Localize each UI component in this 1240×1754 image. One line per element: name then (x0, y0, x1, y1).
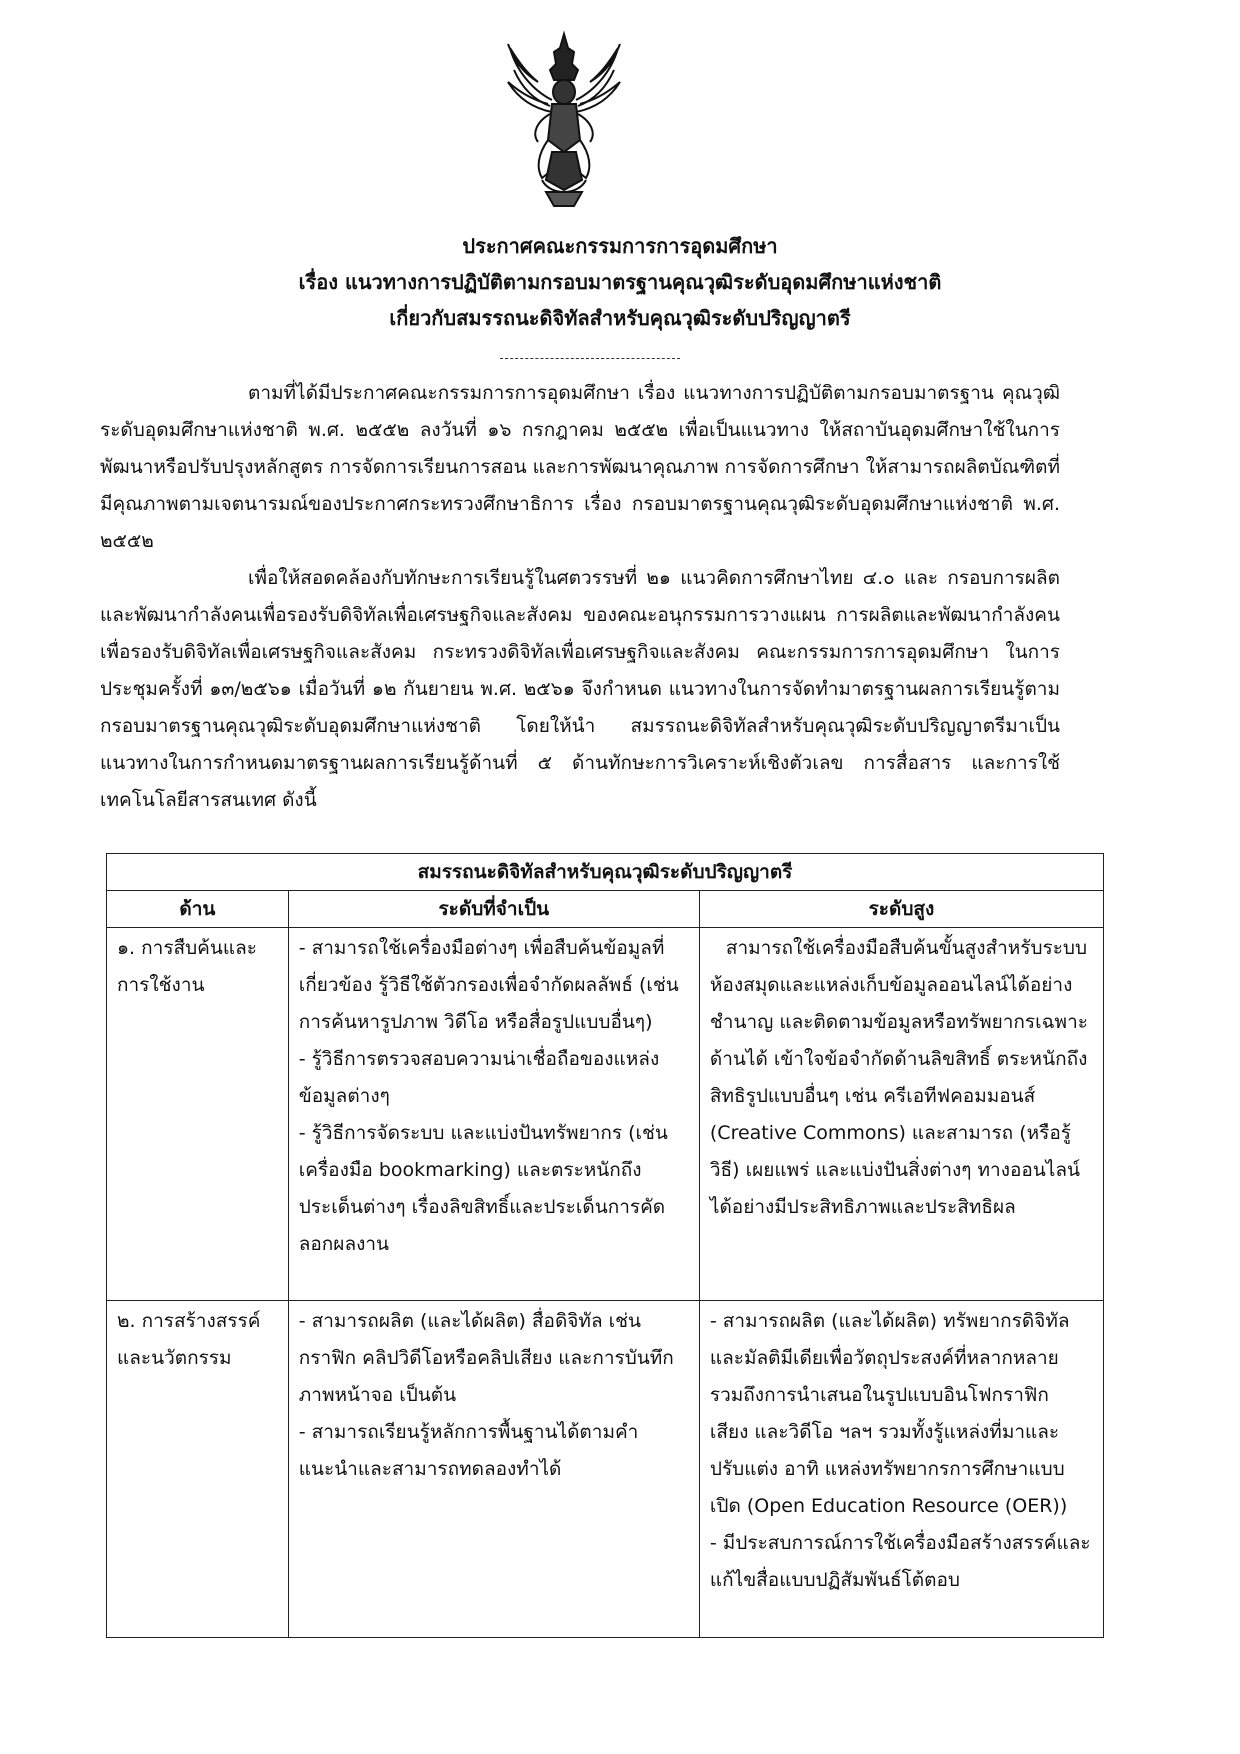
column-header-area: ด้าน (107, 891, 289, 928)
required-item: - สามารถผลิต (และได้ผลิต) สื่อดิจิทัล เช่น กราฟิก คลิปวิดีโอหรือคลิปเสียง และการบันทึกภาพหน้าจอ เป็นต้น (298, 1310, 674, 1406)
required-item: - สามารถใช้เครื่องมือต่างๆ เพื่อสืบค้นข้อมูลที่เกี่ยวข้อง รู้วิธีใช้ตัวกรองเพื่อจำกัดผลลัพธ์ (เช่น การค้นหารูปภาพ วิดีโอ หรือสื่อรูปแบบอื่นๆ) (298, 937, 679, 1033)
announcement-title: ประกาศคณะกรรมการการอุดมศึกษา (462, 234, 778, 258)
column-header-required-level: ระดับที่จำเป็น (288, 891, 699, 928)
advanced-item: - สามารถผลิต (และได้ผลิต) ทรัพยากรดิจิทัลและมัลติมีเดียเพื่อวัตถุประสงค์ที่หลากหลาย รวมถึงการนำเสนอในรูปแบบอินโฟกราฟิก เสียง และวิดีโอ ฯลฯ รวมทั้งรู้แหล่งที่มาและปรับแต่ง อาทิ แหล่งทรัพยากรการศึกษาแบบเปิด (Open Education Resource (OER)) (709, 1310, 1070, 1517)
required-item: - สามารถเรียนรู้หลักการพื้นฐานได้ตามคำแนะนำและสามารถทดลองทำได้ (298, 1421, 639, 1480)
advanced-level-cell (699, 1301, 1103, 1638)
announcement-subject-continued: เกี่ยวกับสมรรถนะดิจิทัลสำหรับคุณวุฒิระดับปริญญาตรี (389, 306, 851, 330)
table-row (107, 1301, 1104, 1638)
area-cell: ๑. การสืบค้นและการใช้งาน (107, 928, 289, 1301)
digital-competency-table (106, 853, 1104, 1638)
area-cell: ๒. การสร้างสรรค์และนวัตกรรม (107, 1301, 289, 1638)
body-paragraph-1: ตามที่ได้มีประกาศคณะกรรมการการอุดมศึกษา เรื่อง แนวทางการปฏิบัติตามกรอบมาตรฐาน คุณวุฒิระดับอุดมศึกษาแห่งชาติ พ.ศ. ๒๕๕๒ ลงวันที่ ๑๖ กรกฎาคม ๒๕๕๒ เพื่อเป็นแนวทาง ให้สถาบันอุดมศึกษาใช้ในการพัฒนาหรือปรับปรุงหลักสูตร การจัดการเรียนการสอน และการพัฒนาคุณภาพ การจัดการศึกษา ให้สามารถผลิตบัณฑิตที่มีคุณภาพตามเจตนารมณ์ของประกาศกระทรวงศึกษาธิการ เรื่อง กรอบมาตรฐานคุณวุฒิระดับอุดมศึกษาแห่งชาติ พ.ศ. ๒๕๕๒ (100, 382, 1061, 552)
announcement-subject: เรื่อง แนวทางการปฏิบัติตามกรอบมาตรฐานคุณวุฒิระดับอุดมศึกษาแห่งชาติ (298, 270, 942, 294)
required-item: - รู้วิธีการตรวจสอบความน่าเชื่อถือของแหล่งข้อมูลต่างๆ (298, 1048, 660, 1107)
table-row (107, 928, 1104, 1301)
required-level-cell (288, 928, 699, 1301)
advanced-item: สามารถใช้เครื่องมือสืบค้นขั้นสูงสำหรับระบบห้องสมุดและแหล่งเก็บข้อมูลออนไลน์ได้อย่างชำนาญ และติดตามข้อมูลหรือทรัพยากรเฉพาะด้านได้ เข้าใจข้อจำกัดด้านลิขสิทธิ์ ตระหนักถึงสิทธิรูปแบบอื่นๆ เช่น ครีเอทีฟคอมมอนส์ (Creative Commons) และสามารถ (หรือรู้วิธี) เผยแพร่ และแบ่งปันสิ่งต่างๆ ทางออนไลน์ได้อย่างมีประสิทธิภาพและประสิทธิผล (709, 937, 1088, 1218)
required-level-cell (288, 1301, 699, 1638)
advanced-level-cell (699, 928, 1103, 1301)
table-caption: สมรรถนะดิจิทัลสำหรับคุณวุฒิระดับปริญญาตรี (107, 854, 1104, 891)
column-header-advanced-level: ระดับสูง (699, 891, 1103, 928)
required-item: - รู้วิธีการจัดระบบ และแบ่งปันทรัพยากร (เช่น เครื่องมือ bookmarking) และตระหนักถึงประเด็นต่างๆ เรื่องลิขสิทธิ์และประเด็นการคัดลอกผลงาน (298, 1122, 668, 1255)
garuda-emblem-icon (502, 30, 627, 215)
title-separator (500, 358, 680, 359)
body-paragraph-2: เพื่อให้สอดคล้องกับทักษะการเรียนรู้ในศตวรรษที่ ๒๑ แนวคิดการศึกษาไทย ๔.๐ และ กรอบการผลิตและพัฒนากำลังคนเพื่อรองรับดิจิทัลเพื่อเศรษฐกิจและสังคม ของคณะอนุกรรมการวางแผน การผลิตและพัฒนากำลังคนเพื่อรองรับดิจิทัลเพื่อเศรษฐกิจและสังคม กระทรวงดิจิทัลเพื่อเศรษฐกิจและสังคม คณะกรรมการการอุดมศึกษา ในการประชุมครั้งที่ ๑๓/๒๕๖๑ เมื่อวันที่ ๑๒ กันยายน พ.ศ. ๒๕๖๑ จึงกำหนด แนวทางในการจัดทำมาตรฐานผลการเรียนรู้ตามกรอบมาตรฐานคุณวุฒิระดับอุดมศึกษาแห่งชาติ โดยให้นำ สมรรถนะดิจิทัลสำหรับคุณวุฒิระดับปริญญาตรีมาเป็นแนวทางในการกำหนดมาตรฐานผลการเรียนรู้ด้านที่ ๕ ด้านทักษะการวิเคราะห์เชิงตัวเลข การสื่อสาร และการใช้เทคโนโลยีสารสนเทศ ดังนี้ (100, 567, 1060, 811)
advanced-item: - มีประสบการณ์การใช้เครื่องมือสร้างสรรค์และแก้ไขสื่อแบบปฏิสัมพันธ์โต้ตอบ (709, 1532, 1091, 1591)
